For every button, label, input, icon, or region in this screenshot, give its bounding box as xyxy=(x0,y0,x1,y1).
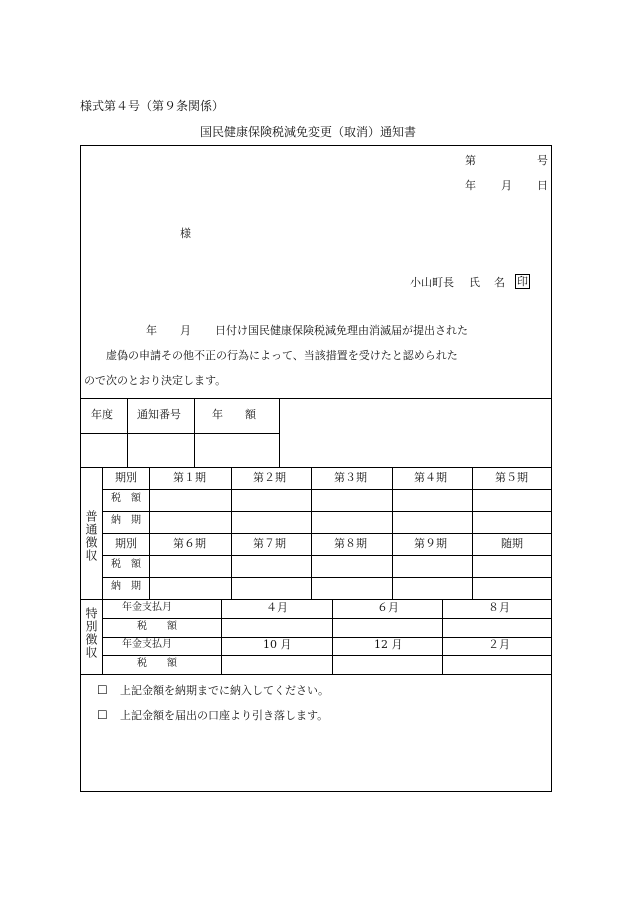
regular-collection-label: 普通徴収 xyxy=(84,510,98,562)
rule xyxy=(332,599,333,674)
period-7: 第７期 xyxy=(253,537,286,550)
due-row-label: 納 期 xyxy=(111,515,141,526)
pension-month-label: 年金支払月 xyxy=(122,639,172,650)
notice-no-prefix: 第 xyxy=(465,154,476,167)
month-august: ８月 xyxy=(488,601,510,614)
period-9: 第９期 xyxy=(414,537,447,550)
tax-row-label: 税 額 xyxy=(111,559,141,570)
period-5: 第５期 xyxy=(495,471,528,484)
special-collection-label: 特別徴収 xyxy=(84,607,98,659)
body-year-label: 年 xyxy=(146,324,157,337)
addressee-suffix: 様 xyxy=(180,227,191,240)
option-label-pay-by-due: 上記金額を納期までに納入してください。 xyxy=(120,684,329,697)
month-february: ２月 xyxy=(488,638,510,651)
rule xyxy=(81,398,551,399)
rule xyxy=(231,467,232,599)
rule xyxy=(81,467,551,468)
rule xyxy=(102,467,103,599)
rule xyxy=(102,599,103,674)
option-label-account-debit: 上記金額を届出の口座より引き落します。 xyxy=(120,709,329,722)
rule xyxy=(102,637,551,638)
issuer-shi: 氏 xyxy=(469,276,480,289)
rule xyxy=(194,398,195,467)
rule xyxy=(149,467,150,599)
period-2: 第２期 xyxy=(253,471,286,484)
seal-mark: 印 xyxy=(517,275,528,288)
due-row-label: 納 期 xyxy=(111,581,141,592)
period-6: 第６期 xyxy=(173,537,206,550)
rule xyxy=(102,655,551,656)
rule xyxy=(221,599,222,674)
rule xyxy=(81,674,551,675)
form-number: 様式第４号（第９条関係） xyxy=(80,99,225,113)
rule xyxy=(81,599,551,600)
pension-month-label: 年金支払月 xyxy=(122,602,172,613)
rule xyxy=(392,467,393,599)
period-row-label: 期別 xyxy=(115,537,137,550)
month-june: ６月 xyxy=(377,601,399,614)
rule xyxy=(102,533,551,534)
option-checkbox-account-debit[interactable]: ☐ xyxy=(97,708,108,722)
body-line3: ので次のとおり決定します。 xyxy=(84,374,227,387)
notice-no-suffix: 号 xyxy=(537,154,548,167)
rule xyxy=(102,577,551,578)
issuer-mei: 名 xyxy=(494,276,505,289)
month-december: 12 月 xyxy=(374,638,403,651)
month-april: ４月 xyxy=(266,601,288,614)
special-tax-label: 税 額 xyxy=(137,658,177,669)
header-annual-amount: 年 額 xyxy=(212,408,256,421)
date-year-label: 年 xyxy=(465,179,476,192)
period-1: 第１期 xyxy=(173,471,206,484)
period-row-label: 期別 xyxy=(115,471,137,484)
period-3: 第３期 xyxy=(334,471,367,484)
rule xyxy=(102,555,551,556)
month-october: 10 月 xyxy=(263,638,292,651)
body-month-label: 月 xyxy=(180,324,191,337)
tax-row-label: 税 額 xyxy=(111,493,141,504)
body-line2: 虚偽の申請その他不正の行為によって、当該措置を受けたと認められた xyxy=(106,349,458,362)
rule xyxy=(472,467,473,599)
body-line1: 日付け国民健康保険税減免理由消滅届が提出された xyxy=(215,324,468,337)
issuer-title: 小山町長 xyxy=(410,276,454,289)
rule xyxy=(102,511,551,512)
period-any: 随期 xyxy=(501,537,523,550)
rule xyxy=(279,398,280,467)
rule xyxy=(311,467,312,599)
special-tax-label: 税 額 xyxy=(137,621,177,632)
header-fiscal-year: 年度 xyxy=(91,408,113,421)
period-8: 第８期 xyxy=(334,537,367,550)
option-checkbox-pay-by-due[interactable]: ☐ xyxy=(97,683,108,697)
rule xyxy=(102,489,551,490)
rule xyxy=(81,433,279,434)
rule xyxy=(102,618,551,619)
date-day-label: 日 xyxy=(537,179,548,192)
document-title: 国民健康保険税減免変更（取消）通知書 xyxy=(200,125,417,139)
rule xyxy=(127,398,128,467)
header-notice-number: 通知番号 xyxy=(137,408,181,421)
period-4: 第４期 xyxy=(414,471,447,484)
rule xyxy=(442,599,443,674)
date-month-label: 月 xyxy=(501,179,512,192)
